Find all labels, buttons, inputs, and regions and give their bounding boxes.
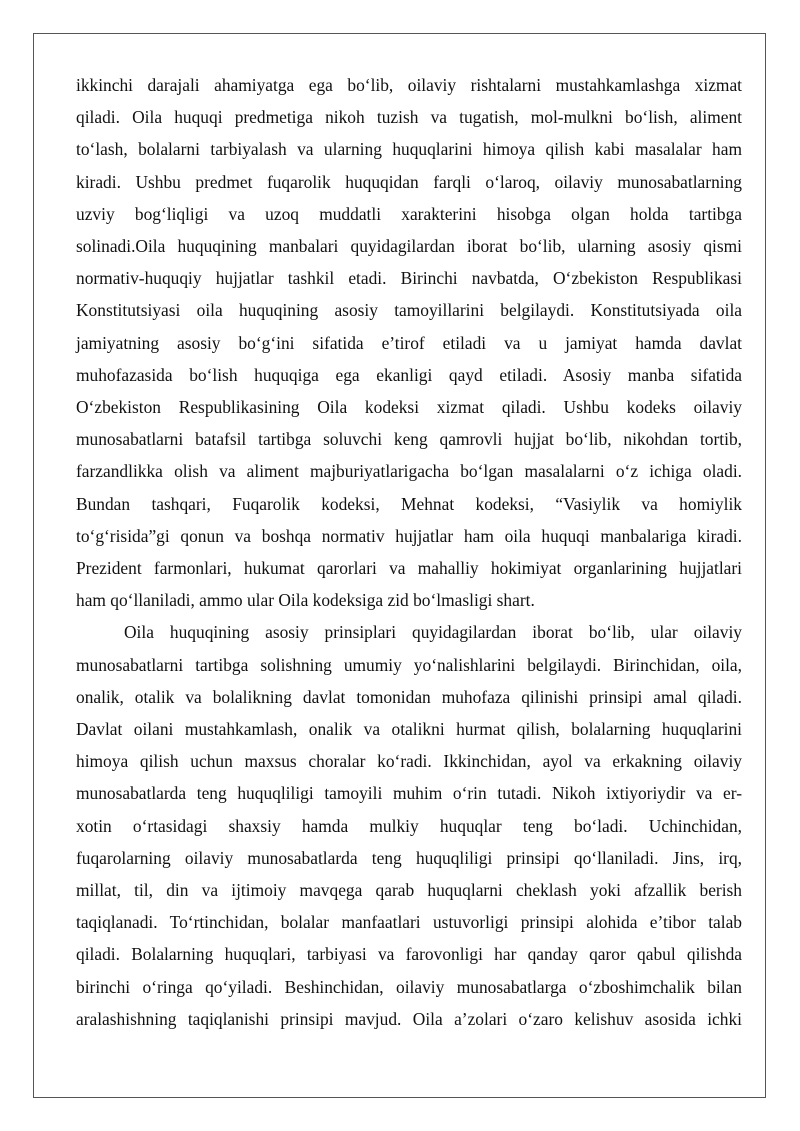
text-line: himoya qilish uchun maxsus choralar koʻradi. Ikkinchidan, ayol va erkakning oilaviy bbox=[76, 751, 742, 772]
text-line: Konstitutsiyasi oila huquqining asosiy tamoyillarini belgilaydi. Konstitutsiyada oila bbox=[76, 300, 742, 321]
text-line: Prezident farmonlari, hukumat qarorlari va mahalliy hokimiyat organlarining hujjatlari bbox=[76, 558, 742, 579]
text-line: munosabatlarni batafsil tartibga soluvchi keng qamrovli hujjat boʻlib, nikohdan tortib, bbox=[76, 429, 742, 450]
text-line: solinadi.Oila huquqining manbalari quyidagilardan iborat boʻlib, ularning asosiy qismi bbox=[76, 236, 742, 257]
text-line: qiladi. Oila huquqi predmetiga nikoh tuzish va tugatish, mol-mulkni boʻlish, aliment bbox=[76, 107, 742, 128]
text-line: aralashishning taqiqlanishi prinsipi mavjud. Oila a’zolari oʻzaro kelishuv asosida ichki bbox=[76, 1008, 742, 1029]
paragraph-family-law-principles bbox=[76, 616, 742, 1035]
text-line: Oila huquqining asosiy prinsiplari quyidagilardan iborat boʻlib, ular oilaviy bbox=[124, 622, 742, 643]
text-line: xotin oʻrtasidagi shaxsiy hamda mulkiy huquqlar teng boʻladi. Uchinchidan, bbox=[76, 815, 742, 836]
text-line: kiradi. Ushbu predmet fuqarolik huquqidan farqli oʻlaroq, oilaviy munosabatlarning bbox=[76, 171, 742, 192]
text-line: qiladi. Bolalarning huquqlari, tarbiyasi va farovonligi har qanday qaror qabul qilishda bbox=[76, 944, 742, 965]
text-line: munosabatlarni tartibga solishning umumiy yoʻnalishlarini belgilaydi. Birinchidan, oila, bbox=[76, 654, 742, 675]
text-line: toʻgʻrisida”gi qonun va boshqa normativ hujjatlar ham oila huquqi manbalariga kiradi. bbox=[76, 525, 742, 546]
text-line: muhofazasida boʻlish huquqiga ega ekanligi qayd etiladi. Asosiy manba sifatida bbox=[76, 364, 742, 385]
text-line: Davlat oilani mustahkamlash, onalik va otalikni hurmat qilish, bolalarning huquqlarini bbox=[76, 719, 742, 740]
text-line: ikkinchi darajali ahamiyatga ega boʻlib, oilaviy rishtalarni mustahkamlashga xizmat bbox=[76, 75, 742, 95]
text-line: Bundan tashqari, Fuqarolik kodeksi, Mehnat kodeksi, “Vasiylik va homiylik bbox=[76, 493, 742, 514]
text-line: munosabatlarda teng huquqliligi tamoyili muhim oʻrin tutadi. Nikoh ixtiyoriydir va er- bbox=[76, 783, 742, 804]
text-line: onalik, otalik va bolalikning davlat tomonidan muhofaza qilinishi prinsipi amal qiladi. bbox=[76, 686, 742, 707]
text-line: fuqarolarning oilaviy munosabatlarda teng huquqliligi prinsipi qoʻllaniladi. Jins, irq, bbox=[76, 847, 742, 868]
text-line: normativ-huquqiy hujjatlar tashkil etadi. Birinchi navbatda, Oʻzbekiston Respublikasi bbox=[76, 268, 742, 289]
paragraph-family-law-sources bbox=[76, 69, 742, 616]
text-line: farzandlikka olish va aliment majburiyatlarigacha boʻlgan masalalarni oʻz ichiga oladi. bbox=[76, 461, 742, 482]
text-line: uzviy bogʻliqligi va uzoq muddatli xarakterini hisobga olgan holda tartibga bbox=[76, 203, 742, 224]
text-line: Oʻzbekiston Respublikasining Oila kodeksi xizmat qiladi. Ushbu kodeks oilaviy bbox=[76, 397, 742, 418]
text-line: taqiqlanadi. Toʻrtinchidan, bolalar manfaatlari ustuvorligi prinsipi alohida e’tibor talab bbox=[76, 912, 742, 933]
text-line: jamiyatning asosiy boʻgʻini sifatida e’tirof etiladi va u jamiyat hamda davlat bbox=[76, 332, 742, 353]
text-line: toʻlash, bolalarni tarbiyalash va ularning huquqlarini himoya qilish kabi masalalar ham bbox=[76, 139, 742, 160]
text-line: ham qoʻllaniladi, ammo ular Oila kodeksiga zid boʻlmasligi shart. bbox=[76, 590, 535, 611]
text-line: millat, til, din va ijtimoiy mavqega qarab huquqlarni cheklash yoki afzallik berish bbox=[76, 880, 742, 901]
text-line: birinchi oʻringa qoʻyiladi. Beshinchidan, oilaviy munosabatlarga oʻzboshimchalik bilan bbox=[76, 976, 742, 997]
document-body bbox=[76, 69, 742, 1035]
